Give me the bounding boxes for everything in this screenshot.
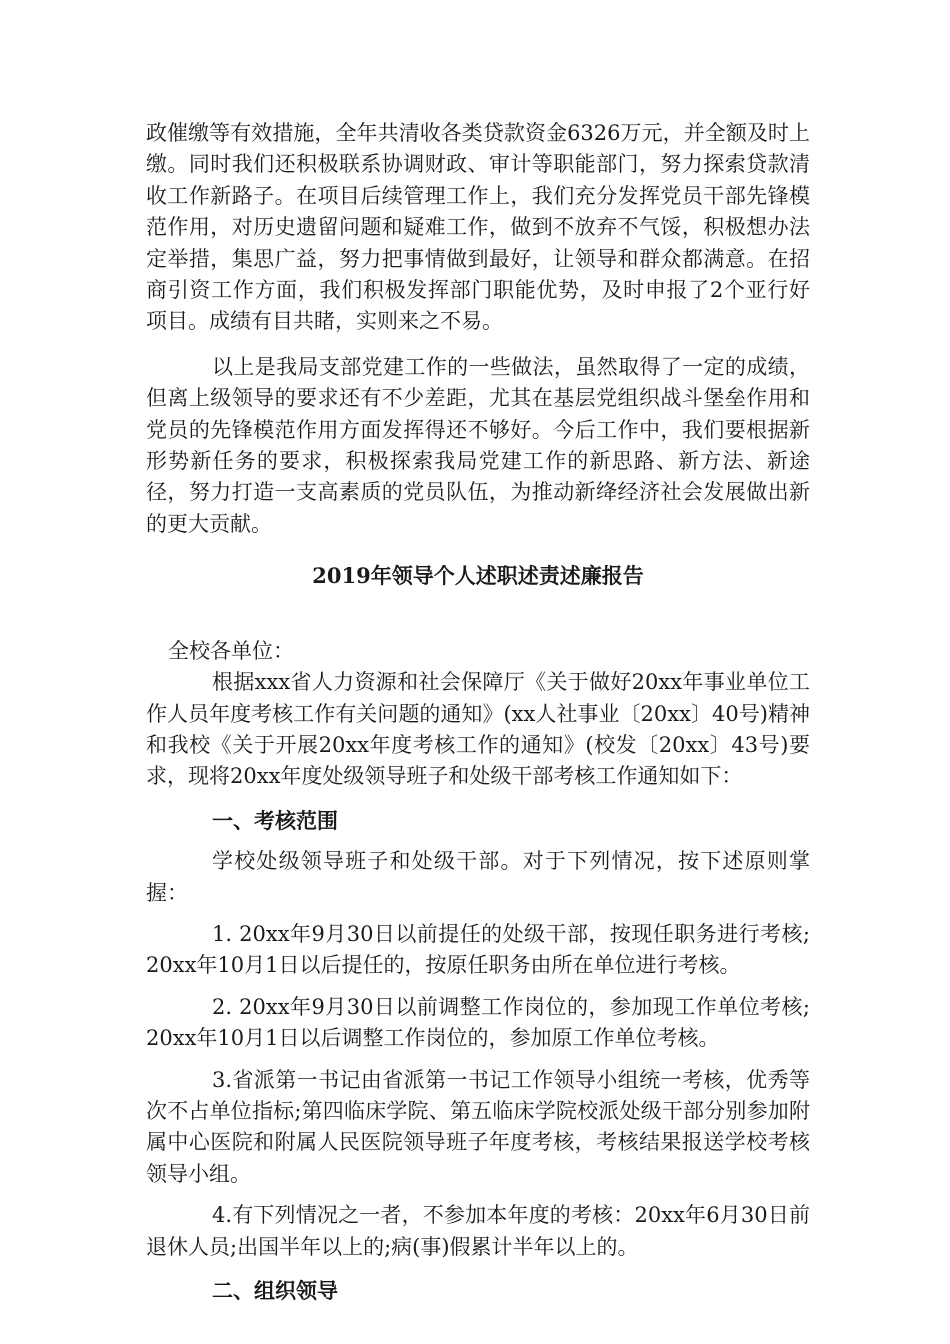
report-title: 2019年领导个人述职述责述廉报告 (312, 563, 644, 589)
scope-item-1: 1. 20xx年9月30日以前提任的处级干部，按现任职务进行考核;20xx年10月1日以后提任的，按原任职务由所在单位进行考核。 (146, 921, 810, 978)
section-heading-scope: 一、考核范围 (212, 807, 338, 833)
scope-intro-paragraph: 学校处级领导班子和处级干部。对于下列情况，按下述原则掌握： (146, 849, 810, 905)
body-paragraph-loan-recovery: 政催缴等有效措施，全年共清收各类贷款资金6326万元，并全额及时上缴。同时我们还积极联系协调财政、审计等职能部门，努力探索贷款清收工作新路子。在项目后续管理工作上，我们充分发挥党员干部先锋模范作用，对历史遗留问题和疑难工作，做到不放弃不气馁，积极想办法定举措，集思广益，努力把事情做到最好，让领导和群众都满意。在招商引资工作方面，我们积极发挥部门职能优势，及时申报了2个亚行好项目。成绩有目共睹，实则来之不易。 (146, 121, 810, 334)
scope-item-3: 3.省派第一书记由省派第一书记工作领导小组统一考核，优秀等次不占单位指标;第四临床学院、第五临床学院校派处级干部分别参加附属中心医院和附属人民医院领导班子年度考核，考核结果报送学校考核领导小组。 (146, 1067, 810, 1186)
body-paragraph-summary: 以上是我局支部党建工作的一些做法，虽然取得了一定的成绩，但离上级领导的要求还有不少差距，尤其在基层党组织战斗堡垒作用和党员的先锋模范作用方面发挥得还不够好。今后工作中，我们要根据新形势新任务的要求，积极探索我局党建工作的新思路、新方法、新途径，努力打造一支高素质的党员队伍，为推动新绛经济社会发展做出新的更大贡献。 (146, 354, 810, 536)
scope-item-2: 2. 20xx年9月30日以前调整工作岗位的，参加现工作单位考核;20xx年10月1日以后调整工作岗位的，参加原工作单位考核。 (146, 994, 810, 1051)
intro-paragraph: 根据xxx省人力资源和社会保障厅《关于做好20xx年事业单位工作人员年度考核工作有关问题的通知》(xx人社事业〔20xx〕40号)精神和我校《关于开展20xx年度考核工作的通知》(校发〔20xx〕43号)要求，现将20xx年度处级领导班子和处级干部考核工作通知如下： (146, 670, 810, 789)
salutation: 全校各单位： (168, 638, 294, 663)
scope-item-4: 4.有下列情况之一者，不参加本年度的考核：20xx年6月30日前退休人员;出国半年以上的;病(事)假累计半年以上的。 (146, 1203, 810, 1259)
document-page (146, 118, 810, 1306)
section-heading-organization: 二、组织领导 (212, 1278, 338, 1303)
